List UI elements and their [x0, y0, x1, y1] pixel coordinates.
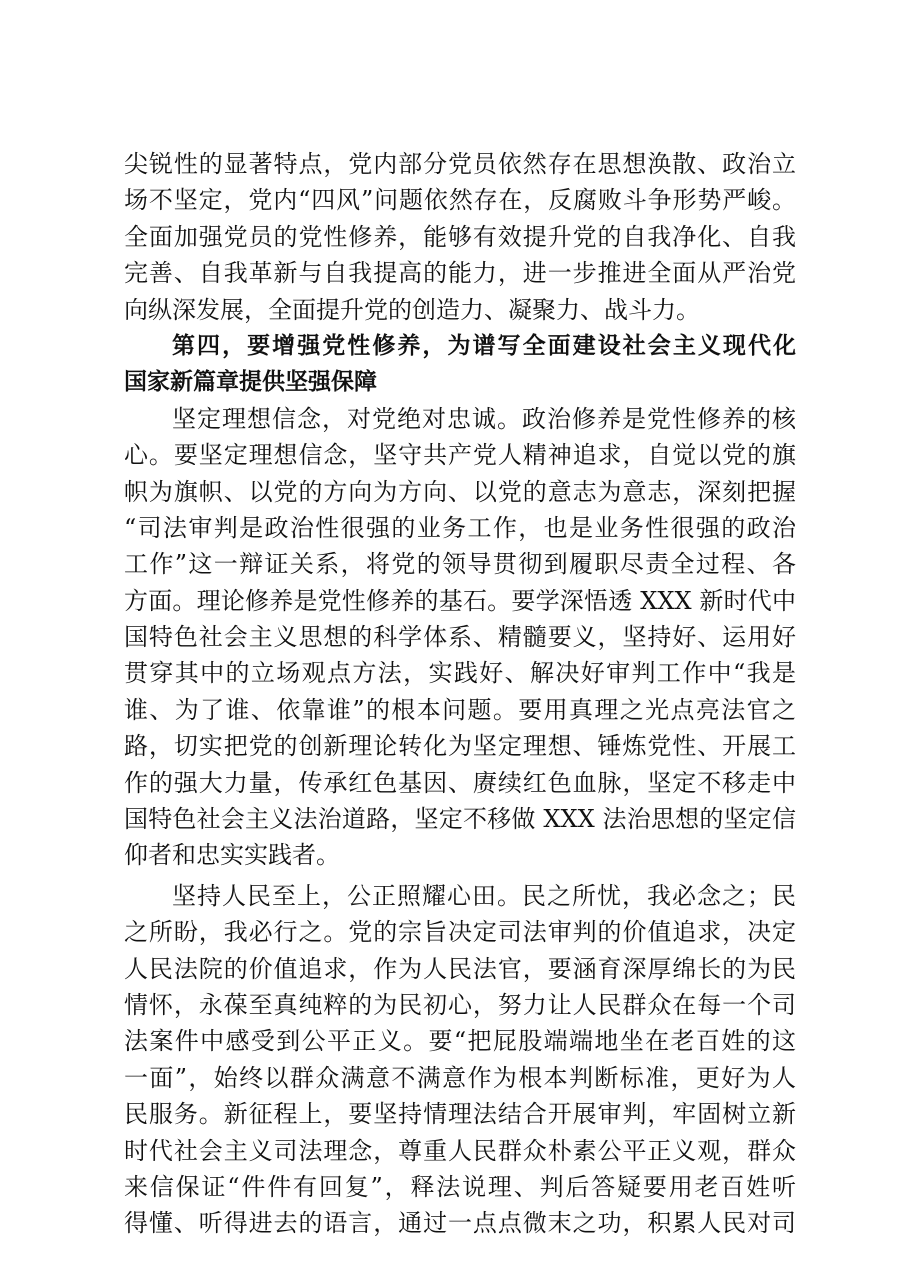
text-line: 贯穿其中的立场观点方法，实践好、解决好审判工作中“我是 [124, 659, 796, 688]
text-line: 心。要坚定理想信念，坚守共产党人精神追求，自觉以党的旗 [124, 441, 796, 470]
text-line: 国特色社会主义法治道路，坚定不移做 XXX 法治思想的坚定信 [124, 805, 796, 834]
text-line: 人民法院的价值追求，作为人民法官，要涵育深厚绵长的为民 [124, 954, 796, 983]
paragraph-ideals [124, 401, 796, 874]
text-line: 法案件中感受到公平正义。要“把屁股端端地坐在老百姓的这 [124, 1027, 796, 1056]
document-body [124, 146, 796, 1242]
text-line: 作的强大力量，传承红色基因、赓续红色血脉，坚定不移走中 [124, 768, 796, 797]
text-line: 完善、自我革新与自我提高的能力，进一步推进全面从严治党 [124, 259, 796, 288]
heading-line: 第四，要增强党性修养，为谱写全面建设社会主义现代化 [172, 332, 796, 359]
text-line: 路，切实把党的创新理论转化为坚定理想、锤炼党性、开展工 [124, 732, 796, 761]
text-line: 坚定理想信念，对党绝对忠诚。政治修养是党性修养的核 [172, 404, 796, 433]
text-line: 国特色社会主义思想的科学体系、精髓要义，坚持好、运用好 [124, 623, 796, 652]
text-line: 向纵深发展，全面提升党的创造力、凝聚力、战斗力。 [124, 295, 700, 324]
text-line: 工作”这一辩证关系，将党的领导贯彻到履职尽责全过程、各 [124, 550, 796, 579]
paragraph-people [124, 878, 796, 1242]
text-line: 谁、为了谁、依靠谁”的根本问题。要用真理之光点亮法官之 [124, 695, 796, 724]
text-line: 情怀，永葆至真纯粹的为民初心，努力让人民群众在每一个司 [124, 990, 796, 1019]
text-line: 帜为旗帜、以党的方向为方向、以党的意志为意志，深刻把握 [124, 477, 796, 506]
text-line: 尖锐性的显著特点，党内部分党员依然存在思想涣散、政治立 [124, 150, 796, 178]
text-line: 之所盼，我必行之。党的宗旨决定司法审判的价值追求，决定 [124, 918, 796, 947]
text-line: 场不坚定，党内“四风”问题依然存在，反腐败斗争形势严峻。 [124, 186, 796, 215]
text-line: 坚持人民至上，公正照耀心田。民之所忧，我必念之；民 [172, 881, 796, 910]
section-heading [124, 328, 796, 401]
text-line: 时代社会主义司法理念，尊重人民群众朴素公平正义观，群众 [124, 1136, 796, 1165]
text-line: 仰者和忠实实践者。 [124, 841, 340, 870]
text-line: 全面加强党员的党性修养，能够有效提升党的自我净化、自我 [124, 222, 796, 251]
text-line: “司法审判是政治性很强的业务工作，也是业务性很强的政治 [124, 513, 796, 542]
text-line: 民服务。新征程上，要坚持情理法结合开展审判，牢固树立新 [124, 1100, 796, 1129]
paragraph-continuation [124, 146, 796, 328]
text-line: 一面”，始终以群众满意不满意作为根本判断标准，更好为人 [124, 1063, 796, 1092]
text-line: 方面。理论修养是党性修养的基石。要学深悟透 XXX 新时代中 [124, 586, 796, 615]
text-line: 来信保证“件件有回复”，释法说理、判后答疑要用老百姓听 [124, 1172, 796, 1201]
heading-line: 国家新篇章提供坚强保障 [124, 369, 377, 396]
text-line: 得懂、听得进去的语言，通过一点点微末之功，积累人民对司 [124, 1209, 796, 1238]
